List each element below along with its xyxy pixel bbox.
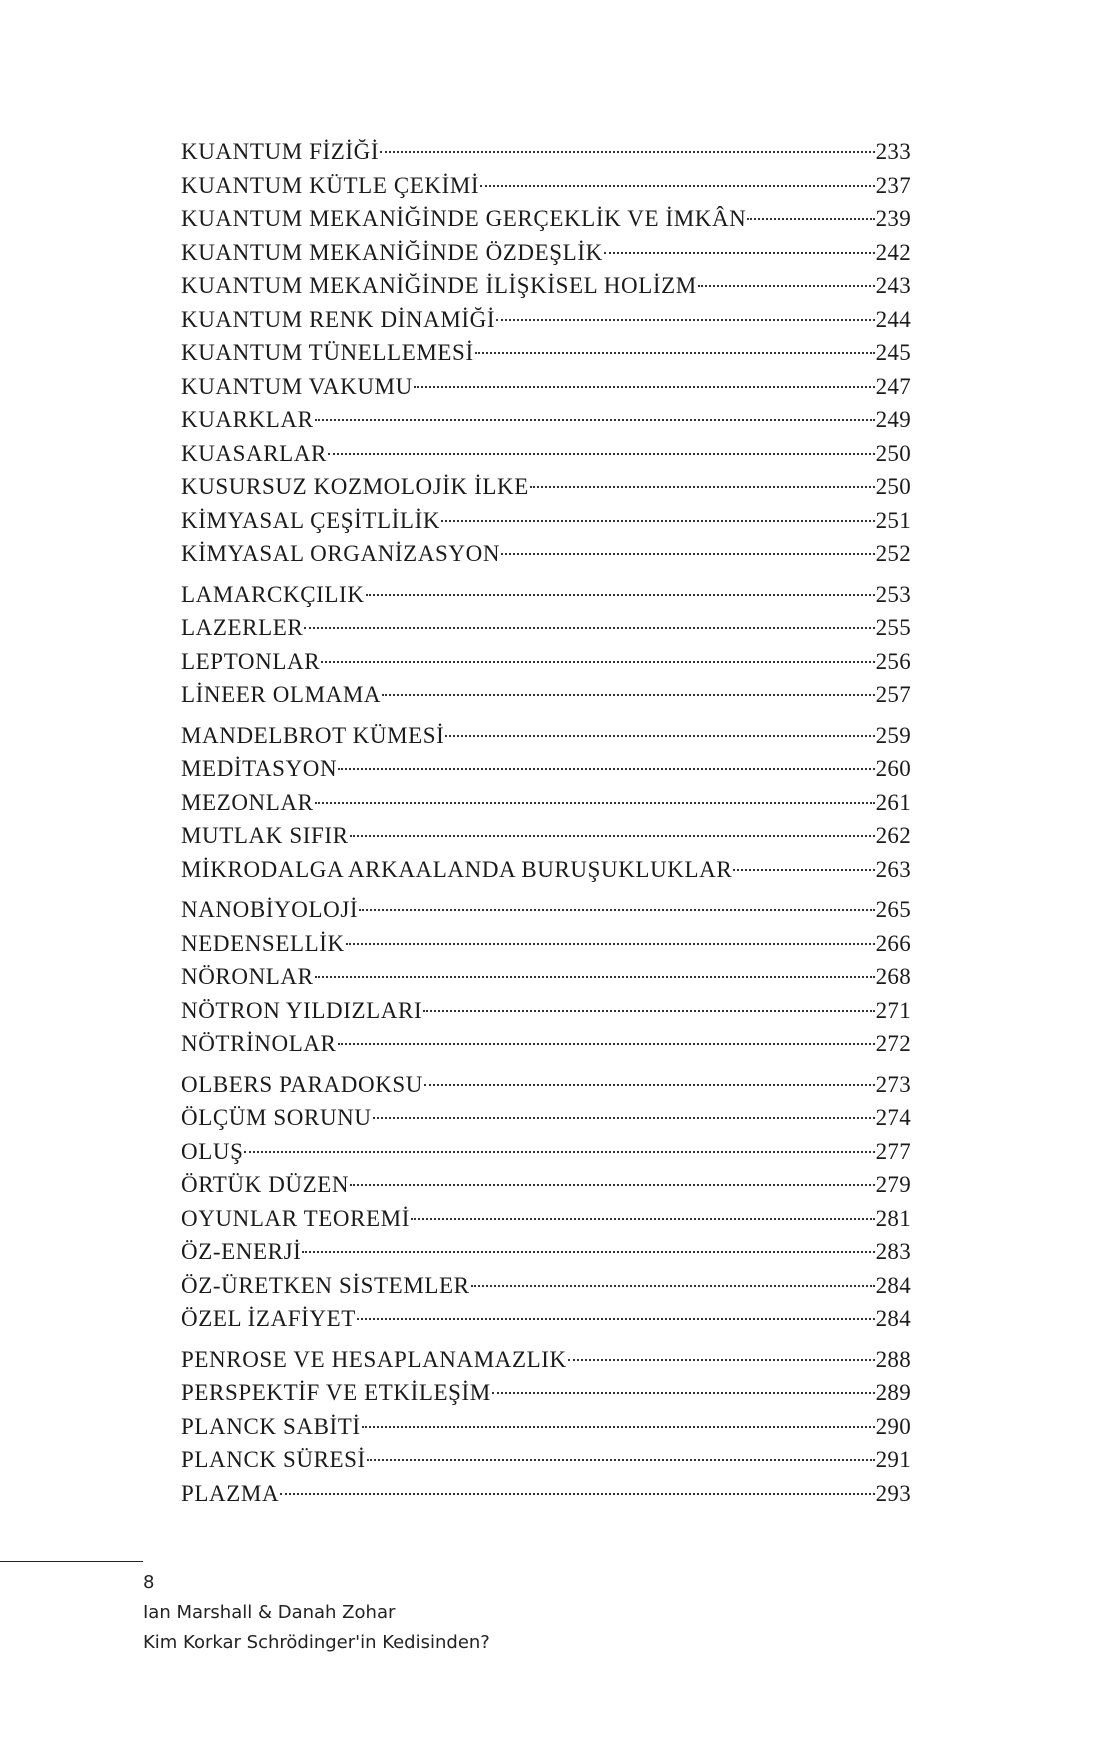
dot-leader	[480, 185, 874, 187]
toc-entry-page: 250	[875, 474, 911, 499]
toc-entry	[181, 135, 911, 169]
toc-entry-page: 273	[875, 1071, 911, 1097]
toc-entry-title: PENROSE VE HESAPLANAMAZLIK	[181, 1346, 567, 1372]
dot-leader	[338, 1043, 875, 1045]
toc-entry-page: 271	[875, 997, 911, 1023]
toc-entry-page: 284	[875, 1306, 911, 1331]
toc-entry	[181, 1168, 911, 1202]
dot-leader	[244, 1151, 874, 1153]
toc-entry	[181, 1202, 911, 1236]
toc-entry-page: 233	[875, 139, 911, 164]
toc-entry	[181, 1269, 911, 1303]
dot-leader	[501, 553, 875, 555]
toc-entry-page: 243	[875, 273, 911, 298]
toc-entry-title: ÖZ-ÜRETKEN SİSTEMLER	[181, 1272, 470, 1298]
toc-entry-title: LEPTONLAR	[181, 648, 321, 674]
toc-entry	[181, 1376, 911, 1410]
toc-entry-title: KİMYASAL ORGANİZASYON	[181, 541, 501, 566]
toc-entry-page: 253	[875, 581, 911, 607]
toc-entry-page: 251	[875, 507, 911, 533]
dot-leader	[733, 869, 874, 871]
toc-entry-title: LAMARCKÇILIK	[181, 581, 365, 607]
toc-entry	[181, 202, 911, 236]
toc-entry-title: ÖZ-ENERJİ	[181, 1239, 302, 1264]
toc-entry	[181, 470, 911, 504]
dot-leader	[423, 1010, 874, 1012]
toc-entry-page: 259	[875, 722, 911, 748]
toc-entry-title: LAZERLER	[181, 615, 304, 640]
toc-entry	[181, 370, 911, 404]
dot-leader	[367, 1459, 875, 1461]
toc-group	[181, 893, 911, 1061]
dot-leader	[414, 386, 875, 388]
toc-entry-page: 283	[875, 1239, 911, 1264]
dot-leader	[382, 694, 875, 696]
toc-entry-title: KUANTUM KÜTLE ÇEKİMİ	[181, 172, 480, 198]
toc-entry	[181, 927, 911, 961]
toc-entry-page: 244	[875, 306, 911, 332]
toc-entry-page: 260	[875, 756, 911, 781]
dot-leader	[350, 1184, 874, 1186]
toc-entry-page: 250	[875, 440, 911, 466]
toc-entry-title: ÖLÇÜM SORUNU	[181, 1105, 372, 1130]
dot-leader	[350, 835, 875, 837]
toc-entry-page: 274	[875, 1105, 911, 1130]
toc-entry	[181, 1068, 911, 1102]
toc-entry	[181, 1343, 911, 1377]
toc-entry-page: 272	[875, 1031, 911, 1056]
toc-entry-title: MEDİTASYON	[181, 756, 338, 781]
toc-entry-page: 265	[875, 897, 911, 922]
toc-entry-title: OYUNLAR TEOREMİ	[181, 1205, 410, 1231]
toc-entry-title: ÖZEL İZAFİYET	[181, 1306, 356, 1331]
toc-entry-page: 245	[875, 340, 911, 365]
toc-entry-page: 288	[875, 1346, 911, 1372]
toc-entry-page: 239	[875, 206, 911, 231]
dot-leader	[346, 943, 875, 945]
footer-authors: Ian Marshall & Danah Zohar	[143, 1602, 396, 1623]
toc-entry	[181, 303, 911, 337]
dot-leader	[411, 1218, 875, 1220]
toc-entry-page: 237	[875, 172, 911, 198]
toc-entry	[181, 1235, 911, 1269]
toc-entry-page: 289	[875, 1380, 911, 1405]
dot-leader	[357, 1318, 875, 1320]
dot-leader	[321, 661, 874, 663]
toc-entry-page: 263	[875, 856, 911, 882]
toc-entry-title: KİMYASAL ÇEŞİTLİLİK	[181, 507, 441, 533]
toc-entry-page: 279	[875, 1172, 911, 1197]
toc-entry	[181, 1410, 911, 1444]
toc-entry	[181, 269, 911, 303]
toc-entry-title: ÖRTÜK DÜZEN	[181, 1172, 350, 1197]
dot-leader	[568, 1359, 875, 1361]
toc-entry-title: NEDENSELLİK	[181, 930, 345, 956]
toc-entry-page: 261	[875, 789, 911, 815]
toc-entry-title: KUANTUM MEKANİĞİNDE GERÇEKLİK VE İMKÂN	[181, 206, 747, 231]
dot-leader	[475, 352, 875, 354]
toc-entry-page: 256	[875, 648, 911, 674]
toc-entry	[181, 1302, 911, 1336]
toc-entry	[181, 994, 911, 1028]
toc-entry-title: KUASARLAR	[181, 440, 327, 466]
footer-book-title: Kim Korkar Schrödinger'in Kedisinden?	[143, 1632, 490, 1653]
toc-entry	[181, 403, 911, 437]
dot-leader	[530, 486, 875, 488]
toc-group	[181, 1343, 911, 1511]
dot-leader	[366, 594, 875, 596]
toc-entry	[181, 719, 911, 753]
toc-entry-title: KUANTUM FİZİĞİ	[181, 139, 380, 164]
toc-entry-page: 268	[875, 964, 911, 989]
toc-entry-title: MANDELBROT KÜMESİ	[181, 722, 445, 748]
dot-leader	[441, 520, 875, 522]
toc-entry	[181, 853, 911, 887]
toc-entry	[181, 893, 911, 927]
toc-entry-page: 290	[875, 1413, 911, 1439]
dot-leader	[747, 218, 874, 220]
dot-leader	[380, 151, 874, 153]
toc-entry-page: 262	[875, 823, 911, 848]
toc-entry	[181, 819, 911, 853]
dot-leader	[698, 285, 875, 287]
toc-entry	[181, 504, 911, 538]
toc-entry	[181, 169, 911, 203]
toc-entry-title: OLBERS PARADOKSU	[181, 1071, 424, 1097]
toc-entry	[181, 786, 911, 820]
toc-entry-title: KUANTUM VAKUMU	[181, 373, 413, 399]
toc-entry	[181, 1101, 911, 1135]
toc-entry-page: 277	[875, 1138, 911, 1164]
dot-leader	[496, 319, 874, 321]
toc-group	[181, 578, 911, 712]
toc-entry-title: KUANTUM RENK DİNAMİĞİ	[181, 306, 496, 332]
dot-leader	[338, 768, 874, 770]
toc-entry-title: KUANTUM MEKANİĞİNDE ÖZDEŞLİK	[181, 239, 603, 265]
toc-entry	[181, 678, 911, 712]
toc-entry	[181, 1443, 911, 1477]
toc-entry-title: PLAZMA	[181, 1480, 280, 1506]
dot-leader	[315, 419, 875, 421]
toc-entry-title: MUTLAK SIFIR	[181, 823, 349, 848]
dot-leader	[304, 627, 874, 629]
toc-entry	[181, 645, 911, 679]
toc-entry	[181, 336, 911, 370]
dot-leader	[302, 1251, 874, 1253]
toc-entry-page: 257	[875, 682, 911, 707]
toc-entry-title: MEZONLAR	[181, 789, 314, 815]
toc-entry	[181, 611, 911, 645]
toc-group	[181, 719, 911, 887]
toc-entry-title: KUANTUM TÜNELLEMESİ	[181, 340, 474, 365]
dot-leader	[373, 1117, 875, 1119]
dot-leader	[492, 1392, 875, 1394]
toc-entry	[181, 437, 911, 471]
toc-entry-page: 266	[875, 930, 911, 956]
dot-leader	[424, 1084, 875, 1086]
page-number: 8	[143, 1572, 155, 1593]
toc-entry	[181, 1477, 911, 1511]
toc-entry-title: NÖTRİNOLAR	[181, 1031, 337, 1056]
toc-entry-page: 281	[875, 1205, 911, 1231]
dot-leader	[471, 1285, 875, 1287]
dot-leader	[315, 976, 875, 978]
toc-entry-page: 247	[875, 373, 911, 399]
toc-entry-title: KUSURSUZ KOZMOLOJİK İLKE	[181, 474, 529, 499]
toc-group	[181, 1068, 911, 1336]
toc-entry-page: 242	[875, 239, 911, 265]
toc-entry-title: PLANCK SABİTİ	[181, 1413, 361, 1439]
toc-entry-title: PLANCK SÜRESİ	[181, 1447, 366, 1472]
page-footer	[143, 1568, 490, 1658]
dot-leader	[359, 909, 874, 911]
toc-entry-page: 252	[875, 541, 911, 566]
toc-entry-title: KUARKLAR	[181, 407, 314, 432]
table-of-contents	[181, 135, 911, 1517]
dot-leader	[328, 453, 875, 455]
dot-leader	[315, 802, 875, 804]
toc-entry-title: NANOBİYOLOJİ	[181, 897, 359, 922]
dot-leader	[280, 1493, 874, 1495]
toc-entry	[181, 752, 911, 786]
toc-entry-title: LİNEER OLMAMA	[181, 682, 382, 707]
toc-entry-title: KUANTUM MEKANİĞİNDE İLİŞKİSEL HOLİZM	[181, 273, 697, 298]
dot-leader	[604, 252, 875, 254]
toc-entry-title: OLUŞ	[181, 1138, 244, 1164]
toc-entry-page: 291	[875, 1447, 911, 1472]
toc-entry-page: 255	[875, 615, 911, 640]
toc-group	[181, 135, 911, 571]
toc-entry-title: NÖTRON YILDIZLARI	[181, 997, 423, 1023]
toc-entry	[181, 960, 911, 994]
toc-entry	[181, 578, 911, 612]
toc-entry-page: 284	[875, 1272, 911, 1298]
toc-entry	[181, 1135, 911, 1169]
footer-rule	[0, 1561, 143, 1562]
toc-entry	[181, 537, 911, 571]
toc-entry-title: PERSPEKTİF VE ETKİLEŞİM	[181, 1380, 491, 1405]
toc-entry	[181, 1027, 911, 1061]
toc-entry	[181, 236, 911, 270]
dot-leader	[445, 735, 874, 737]
toc-entry-page: 249	[875, 407, 911, 432]
toc-entry-page: 293	[875, 1480, 911, 1506]
toc-entry-title: MİKRODALGA ARKAALANDA BURUŞUKLUKLAR	[181, 856, 733, 882]
toc-entry-title: NÖRONLAR	[181, 964, 314, 989]
dot-leader	[362, 1426, 875, 1428]
